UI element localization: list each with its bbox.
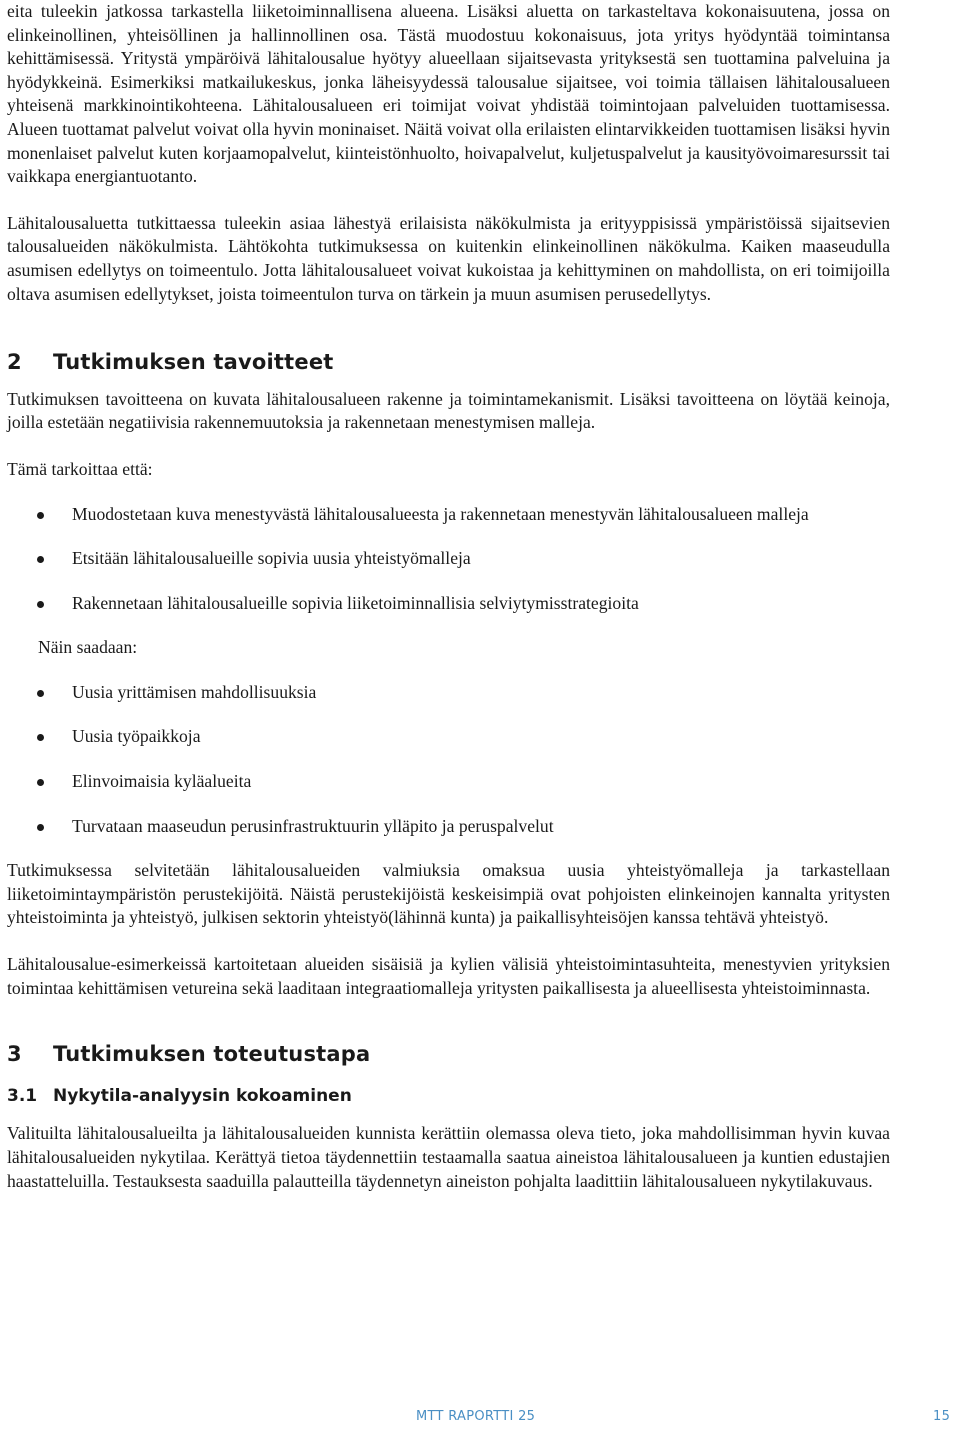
- paragraph-current-state: Valituilta lähitalousalueilta ja lähitalousalueiden kunnista kerättiin olemassa oleva tieto, joka mahdollisimman hyvin kuvaa lähitalousalueiden nykytilaa. Kerättyä tietoa täydennettiin testaamalla saatua aineistoa lähitalousalueen ja kuntien edustajien haastatteluilla. Testauksesta saaduilla palautteilla täydennetyn aineiston pohjalta laadittiin lähitalousalueen nykytilakuvaus.: [7, 1123, 890, 1191]
- page-content: [7, 0, 890, 1193]
- page-number: 15: [933, 1409, 951, 1424]
- section-heading-3: [7, 1043, 890, 1067]
- paragraph-objectives: Tutkimuksen tavoitteena on kuvata lähitalousalueen rakenne ja toimintamekanismit. Lisäksi tavoitteena on löytää keinoja, joilla estetään negatiivisia rakennemuutoksia ja rakennetaan menestymisen malleja.: [7, 388, 890, 433]
- list-item: Uusia työpaikkoja: [7, 725, 890, 749]
- section-number: 3: [7, 1042, 22, 1067]
- section-title: Tutkimuksen tavoitteet: [53, 350, 334, 375]
- subsection-number: 3.1: [7, 1085, 38, 1106]
- list-item: Elinvoimaisia kyläalueita: [7, 770, 890, 794]
- subsection-heading-3-1: [7, 1085, 890, 1109]
- bullet-icon: [37, 824, 44, 831]
- list-item: Rakennetaan lähitalousalueille sopivia liiketoiminnallisia selviytymisstrategioita: [7, 592, 890, 616]
- section-heading-2: [7, 351, 890, 375]
- list-item: Muodostetaan kuva menestyvästä lähitalousalueesta ja rakennetaan menestyvän lähitalousalueen malleja: [7, 503, 890, 527]
- bullet-icon: [37, 779, 44, 786]
- paragraph-results-intro: Näin saadaan:: [38, 637, 138, 658]
- section-number: 2: [7, 350, 22, 375]
- paragraph-meaning-intro: Tämä tarkoittaa että:: [7, 458, 153, 479]
- list-item: Turvataan maaseudun perusinfrastruktuurin ylläpito ja peruspalvelut: [7, 815, 890, 839]
- paragraph-intro-continued: eita tuleekin jatkossa tarkastella liiketoiminnallisena alueena. Lisäksi aluetta on tarkasteltava kokonaisuutena, jossa on elinkeinollinen, yhteisöllinen ja hallinnollinen osa. Tästä muodostuu kokonaisuus, jota yritys hyödyntää toimintansa kehittämisessä. Yritystä ympäröivä lähitalousalue hyötyy alueellaan sijaitsevasta yrityksestä sen tuottamina palveluina ja hyödykkeinä. Esimerkiksi matkailukeskus, jonka läheisyydessä talousalue sijaitsee, voi toimia tällaisen lähitalousalueen yhteisenä markkinointikohteena. Lähitalousalueen eri toimijat voivat yhdistää toimintojaan palveluiden tuottamisessa. Alueen tuottamat palvelut voivat olla hyvin moninaiset. Näitä voivat olla erilaisten elintarvikkeiden tuottamisen lisäksi hyvin monenlaiset palvelut kuten korjaamopalvelut, kiinteistönhuolto, hoivapalvelut, kuljetuspalvelut ja kausityövoimaresurssit tai vaikkapa energiantuotanto.: [7, 1, 890, 187]
- objectives-list: [7, 503, 890, 616]
- section-title: Tutkimuksen toteutustapa: [53, 1042, 371, 1067]
- bullet-icon: [37, 601, 44, 608]
- paragraph-research-scope: Tutkimuksessa selvitetään lähitalousalueiden valmiuksia omaksua uusia yhteistyömalleja ja tarkastellaan liiketoimintaympäristön perustekijöitä. Näistä perustekijöistä keskeisimpiä ovat pohjoisten elinkeinojen kannalta yritysten yhteistoiminta ja yhteistyö, julkisen sektorin yhteistyö(lähinnä kunta) ja paikallisyhteisöjen kanssa tehtävä yhteistyö.: [7, 860, 890, 928]
- bullet-icon: [37, 512, 44, 519]
- page-footer: [0, 1405, 960, 1424]
- bullet-icon: [37, 556, 44, 563]
- bullet-icon: [37, 734, 44, 741]
- results-list: [7, 681, 890, 838]
- paragraph-perspectives: Lähitalousaluetta tutkittaessa tuleekin asiaa lähestyä erilaisista näkökulmista ja erityyppisissä ympäristöissä sijaitsevien talousalueiden näkökulmista. Lähtökohta tutkimuksessa on kuitenkin elinkeinollinen näkökulma. Kaiken maaseudulla asumisen edellytys on toimeentulo. Jotta lähitalousalueet voivat kukoistaa ja kehittyminen on mahdollista, on eri toimijoilla oltava asumisen edellytykset, joista toimeentulon turva on tärkein ja muun asumisen perusedellytys.: [7, 212, 890, 304]
- subsection-title: Nykytila-analyysin kokoaminen: [53, 1085, 352, 1106]
- bullet-icon: [37, 690, 44, 697]
- list-item: Uusia yrittämisen mahdollisuuksia: [7, 681, 890, 705]
- list-item: Etsitään lähitalousalueille sopivia uusia yhteistyömalleja: [7, 547, 890, 571]
- paragraph-examples: Lähitalousalue-esimerkeissä kartoitetaan alueiden sisäisiä ja kylien välisiä yhteistoimintasuhteita, menestyvien yrityksien toimintaa kehittämisen vetureina sekä laaditaan integraatiomalleja yritysten paikallisesta ja alueellisesta yhteistoiminnasta.: [7, 954, 890, 998]
- report-name: MTT RAPORTTI 25: [416, 1409, 536, 1424]
